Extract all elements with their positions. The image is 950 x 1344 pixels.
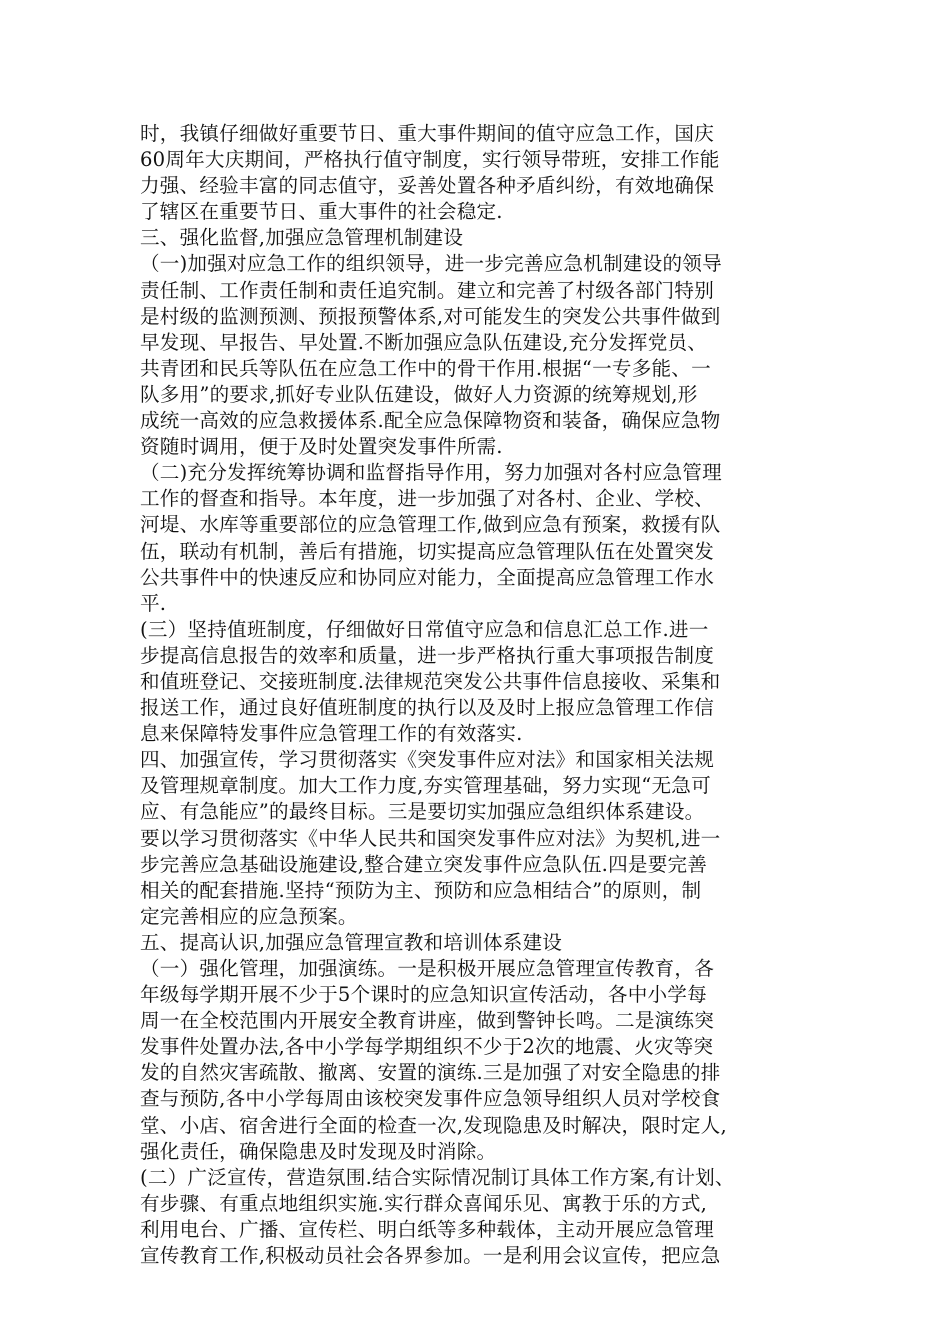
text-line: 了辖区在重要节日、重大事件的社会稳定. — [140, 200, 503, 224]
text-line: 是村级的监测预测、预报预警体系,对可能发生的突发公共事件做到 — [140, 304, 721, 328]
text-line: 息来保障特发事件应急管理工作的有效落实. — [140, 722, 523, 746]
text-line: 应、有急能应”的最终目标。三是要切实加强应急组织体系建设。 — [140, 800, 705, 824]
text-line: 利用电台、广播、宣传栏、明白纸等多种载体，主动开展应急管理 — [140, 1217, 715, 1241]
text-line: 河堤、水库等重要部位的应急管理工作,做到应急有预案，救援有队 — [140, 513, 721, 537]
text-line: 周一在全校范围内开展安全教育讲座，做到警钟长鸣。二是演练突 — [140, 1009, 715, 1033]
text-line: 资随时调用，便于及时处置突发事件所需. — [140, 435, 503, 459]
text-line: 强化责任，确保隐患及时发现及时消除。 — [140, 1139, 497, 1163]
text-line: 时，我镇仔细做好重要节日、重大事件期间的值守应急工作，国庆 — [140, 122, 715, 145]
text-line: 查与预防,各中小学每周由该校突发事件应急领导组织人员对学校食 — [140, 1087, 721, 1111]
text-line: 报送工作，通过良好值班制度的执行以及及时上报应急管理工作信 — [140, 696, 715, 720]
text-line: 宣传教育工作,积极动员社会各界参加。一是利用会议宣传，把应急 — [140, 1244, 721, 1268]
text-line: 队多用”的要求,抓好专业队伍建设，做好人力资源的统筹规划,形 — [140, 382, 698, 406]
document-body — [140, 121, 840, 1269]
text-line: 早发现、早报告、早处置.不断加强应急队伍建设,充分发挥党员、 — [140, 330, 708, 354]
text-line: 要以学习贯彻落实《中华人民共和国突发事件应对法》为契机,进一 — [140, 826, 721, 850]
text-line: 及管理规章制度。加大工作力度,夯实管理基础，努力实现“无急可 — [140, 774, 711, 798]
text-line: 步提高信息报告的效率和质量，进一步严格执行重大事项报告制度 — [140, 643, 715, 667]
text-line: （一）强化管理，加强演练。一是积极开展应急管理宣传教育，各 — [140, 957, 715, 980]
text-line: 堂、小店、宿舍进行全面的检查一次,发现隐患及时解决，限时定人, — [140, 1113, 727, 1137]
text-line: 发事件处置办法,各中小学每学期组织不少于2次的地震、火灾等突 — [140, 1035, 714, 1059]
section-heading-4: 四、加强宣传，学习贯彻落实《突发事件应对法》和国家相关法规 — [140, 748, 715, 772]
text-line: （一)加强对应急工作的组织领导，进一步完善应急机制建设的领导 — [140, 252, 722, 276]
section-heading-3: 三、强化监督,加强应急管理机制建设 — [140, 226, 464, 250]
text-line: 60周年大庆期间，严格执行值守制度，实行领导带班，安排工作能 — [140, 148, 720, 172]
text-line: （二)充分发挥统筹协调和监督指导作用，努力加强对各村应急管理 — [140, 461, 722, 485]
text-line: 步完善应急基础设施建设,整合建立突发事件应急队伍.四是要完善 — [140, 852, 708, 876]
text-line: 责任制、工作责任制和责任追究制。建立和完善了村级各部门特别 — [140, 278, 715, 302]
text-line: 平. — [140, 591, 167, 615]
text-line: 伍，联动有机制，善后有措施，切实提高应急管理队伍在处置突发 — [140, 539, 715, 563]
text-line: 工作的督查和指导。本年度，进一步加强了对各村、企业、学校、 — [140, 487, 715, 511]
text-line: 成统一高效的应急救援体系.配全应急保障物资和装备，确保应急物 — [140, 409, 721, 433]
text-line: 年级每学期开展不少于5个课时的应急知识宣传活动，各中小学每 — [140, 983, 707, 1007]
text-line: 有步骤、有重点地组织实施.实行群众喜闻乐见、寓教于乐的方式, — [140, 1191, 708, 1215]
text-line: 定完善相应的应急预案。 — [140, 904, 358, 928]
text-line: 和值班登记、交接班制度.法律规范突发公共事件信息接收、采集和 — [140, 669, 721, 693]
text-line: 公共事件中的快速反应和协同应对能力，全面提高应急管理工作水 — [140, 565, 715, 589]
text-line: 发的自然灾害疏散、撤离、安置的演练.三是加强了对安全隐患的排 — [140, 1061, 721, 1085]
text-line: (二）广泛宣传，营造氛围.结合实际情况制订具体工作方案,有计划、 — [140, 1165, 735, 1189]
text-line: 共青团和民兵等队伍在应急工作中的骨干作用.根据“一专多能、一 — [140, 356, 711, 380]
text-line: (三）坚持值班制度，仔细做好日常值守应急和信息汇总工作.进一 — [140, 617, 709, 641]
section-heading-5: 五、提高认识,加强应急管理宣教和培训体系建设 — [140, 930, 563, 954]
text-line: 力强、经验丰富的同志值守，妥善处置各种矛盾纠纷，有效地确保 — [140, 174, 715, 198]
text-line: 相关的配套措施.坚持“预防为主、预防和应急相结合”的原则，制 — [140, 878, 702, 902]
